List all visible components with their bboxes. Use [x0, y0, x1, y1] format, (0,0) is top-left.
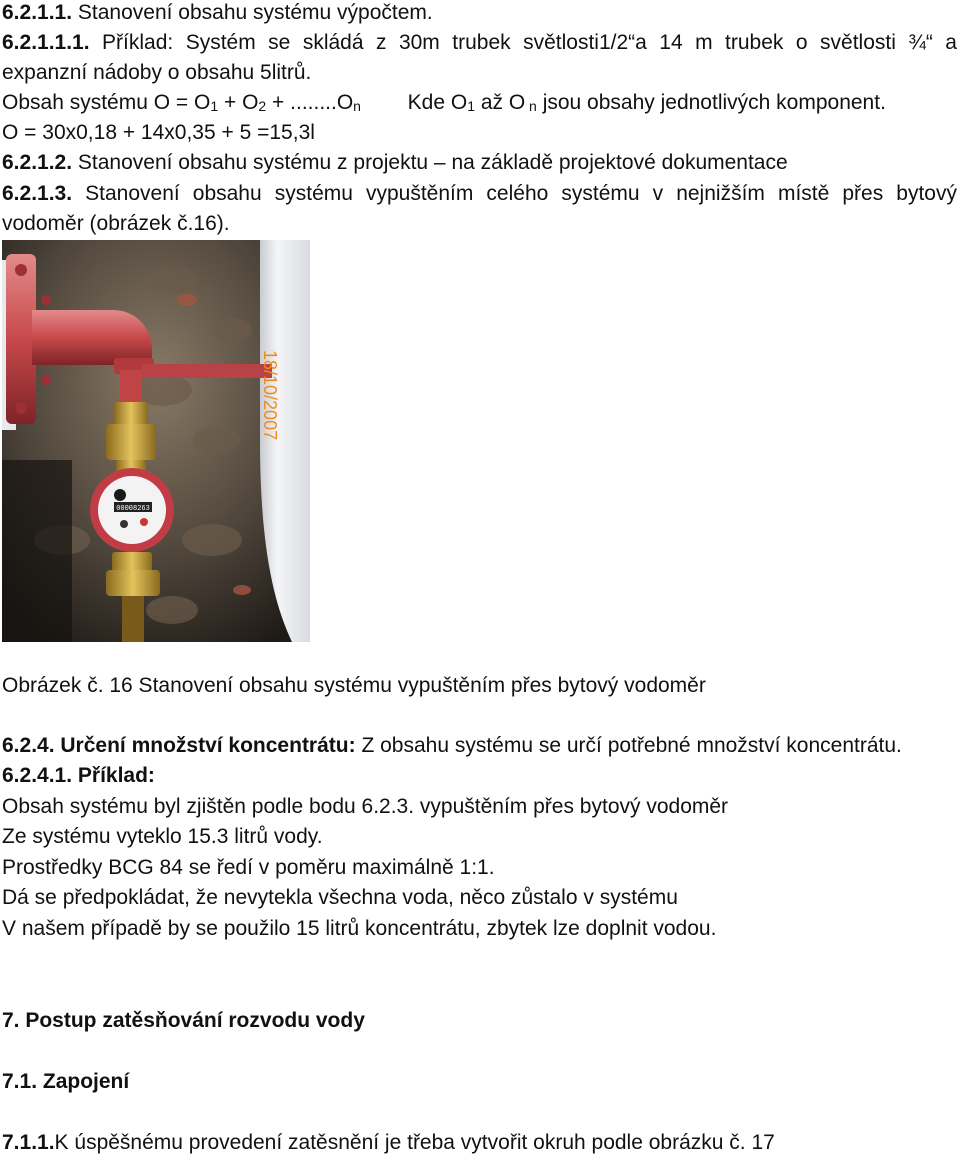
paragraph-line [2, 794, 728, 820]
section-number: 6.2.1.2. [2, 151, 73, 174]
section-title: Stanovení obsahu systému z projektu – na základě projektové dokumentace [72, 151, 788, 174]
heading-6-2-4-1 [2, 763, 155, 789]
section-title: Stanovení obsahu systému výpočtem. [72, 1, 433, 24]
heading-7-1-1 [2, 1130, 775, 1156]
date-stamp: 18/10/2007 [260, 350, 280, 441]
heading-6-2-4 [2, 733, 902, 759]
heading-text: 7. Postup zatěsňování rozvodu vody [2, 1009, 365, 1032]
text: vodoměr (obrázek č.16). [2, 212, 230, 235]
text: Dá se předpokládat, že nevytekla všechna voda, něco zůstalo v systému [2, 886, 678, 909]
paragraph-line [2, 824, 323, 850]
subscript: 2 [258, 98, 267, 114]
text: Obsah systému byl zjištěn podle bodu 6.2.3. vypuštěním přes bytový vodoměr [2, 795, 729, 818]
text: O = 30x0,18 + 14x0,35 + 5 =15,3l [2, 121, 315, 144]
example-continuation [2, 60, 311, 86]
example-text: Příklad: Systém se skládá z 30m trubek světlosti1/2“a 14 m trubek o světlosti ¾“ a [89, 31, 957, 54]
example-6-2-1-1-1 [2, 30, 957, 56]
section-title: . Zapojení [31, 1070, 130, 1093]
heading-6-2-1-2 [2, 150, 788, 176]
subscript: n [525, 98, 537, 114]
section-title: Stanovení obsahu systému vypuštěním celého systému v nejnižším místě přes bytový [72, 182, 957, 205]
heading-6-2-1-1 [2, 0, 433, 26]
section-title: Určení množství koncentrátu: [54, 734, 356, 757]
formula-definition [2, 90, 886, 119]
meter-reading: 00008263 [116, 505, 150, 513]
photo-illustration [2, 240, 310, 642]
paragraph-line [2, 885, 678, 911]
section-number: 6.2.1.3. [2, 182, 73, 205]
text: expanzní nádoby o obsahu 5litrů. [2, 61, 312, 84]
section-number: 7.1 [2, 1070, 32, 1093]
heading-continuation [2, 211, 230, 237]
caption-text: Obrázek č. 16 Stanovení obsahu systému vypuštěním přes bytový vodoměr [2, 674, 706, 697]
text: Ze systému vyteklo 15.3 litrů vody. [2, 825, 323, 848]
heading-6-2-1-3 [2, 181, 957, 207]
chapter-heading-7 [2, 1008, 365, 1034]
figure-caption [2, 673, 706, 699]
subscript: 1 [210, 98, 219, 114]
text: + ........O [266, 91, 354, 114]
section-text: K úspěšnému provedení zatěsnění je třeba vytvořit okruh podle obrázku č. 17 [54, 1131, 775, 1154]
paragraph-line [2, 916, 716, 942]
text: až O [474, 91, 526, 114]
section-number: 7.1.1. [2, 1131, 55, 1154]
text: Prostředky BCG 84 se ředí v poměru maximálně 1:1. [2, 856, 495, 879]
section-title: Příklad: [72, 764, 155, 787]
section-number: 6.2.4. [2, 734, 55, 757]
section-number: 6.2.1.1.1. [2, 31, 90, 54]
heading-7-1 [2, 1069, 129, 1095]
paragraph-line [2, 855, 495, 881]
section-text: Z obsahu systému se určí potřebné množství koncentrátu. [355, 734, 902, 757]
text: V našem případě by se použilo 15 litrů koncentrátu, zbytek lze doplnit vodou. [2, 917, 717, 940]
water-meter-photo [2, 240, 310, 642]
text: + O [218, 91, 259, 114]
text: Kde O [360, 91, 468, 114]
formula-calculation [2, 120, 315, 146]
section-number: 6.2.4.1. [2, 764, 73, 787]
subscript: 1 [467, 98, 475, 114]
text: Obsah systému O = O [2, 91, 211, 114]
text: jsou obsahy jednotlivých komponent. [536, 91, 886, 114]
section-number: 6.2.1.1. [2, 1, 73, 24]
subscript: n [353, 98, 361, 114]
